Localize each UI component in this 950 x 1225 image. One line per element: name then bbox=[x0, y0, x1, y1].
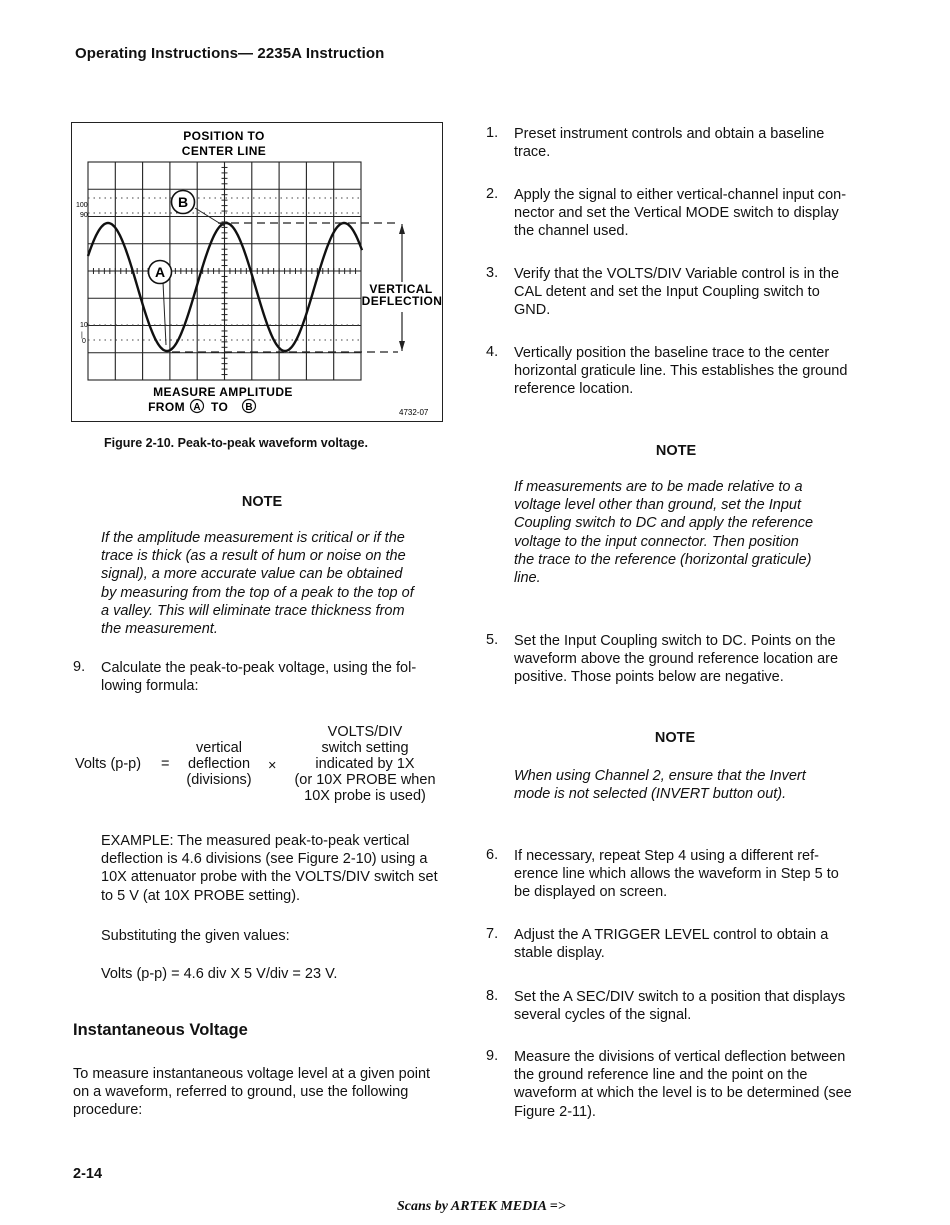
figure-code: 4732-07 bbox=[399, 408, 429, 417]
step-text bbox=[514, 125, 869, 161]
text-line: When using Channel 2, ensure that the Invert bbox=[514, 768, 806, 784]
text-line: trace is thick (as a result of hum or noise on the bbox=[101, 548, 406, 565]
text-line: several cycles of the signal. bbox=[514, 1007, 692, 1024]
text-line: stable display. bbox=[514, 945, 605, 962]
text-line: to 5 V (at 10X PROBE setting). bbox=[101, 887, 301, 904]
text-line: Calculate the peak-to-peak voltage, using the fol- bbox=[101, 660, 417, 676]
text-line: indicated by 1X bbox=[315, 756, 415, 772]
arrowhead-down-icon bbox=[399, 341, 405, 351]
step-text bbox=[514, 344, 869, 399]
scale-100: 100 bbox=[76, 202, 88, 209]
text-line: Vertically position the baseline trace to the center bbox=[514, 345, 830, 361]
substituting-text: Substituting the given values: bbox=[101, 928, 290, 944]
example-paragraph bbox=[101, 832, 456, 905]
text-line: positive. Those points below are negative. bbox=[514, 669, 784, 686]
text-line: Apply the signal to either vertical-channel input con- bbox=[514, 187, 847, 203]
formula-volts-div bbox=[283, 724, 447, 804]
step-number: 9. bbox=[486, 1048, 499, 1064]
step-number: 7. bbox=[486, 926, 499, 942]
text-line: Verify that the VOLTS/DIV Variable control is in the bbox=[514, 266, 840, 282]
text-line: nector and set the Vertical MODE switch to display bbox=[514, 205, 839, 222]
text-line: deflection bbox=[187, 756, 251, 772]
step-number: 9. bbox=[73, 659, 86, 675]
text-line: trace. bbox=[514, 144, 551, 161]
section-heading: Instantaneous Voltage bbox=[73, 1021, 248, 1039]
step-text bbox=[101, 659, 451, 695]
text-line: Preset instrument controls and obtain a baseline bbox=[514, 126, 825, 142]
figure-title-line1: POSITION TO bbox=[183, 129, 265, 143]
step-number: 5. bbox=[486, 632, 499, 648]
running-head: Operating Instructions— 2235A Instruction bbox=[75, 45, 385, 62]
step-text bbox=[514, 265, 869, 320]
arrowhead-up-icon bbox=[399, 224, 405, 234]
note-body bbox=[514, 478, 854, 587]
step-number: 1. bbox=[486, 125, 499, 141]
formula-times: × bbox=[268, 758, 277, 774]
text-line: mode is not selected (INVERT button out). bbox=[514, 786, 787, 803]
text-line: the measurement. bbox=[101, 621, 218, 638]
step-number: 2. bbox=[486, 186, 499, 202]
measure-from: FROM bbox=[148, 400, 185, 414]
note-title: NOTE bbox=[655, 443, 697, 459]
text-line: on a waveform, referred to ground, use the following bbox=[73, 1084, 409, 1101]
page-number: 2-14 bbox=[73, 1166, 103, 1182]
text-line: Figure 2-11). bbox=[514, 1103, 596, 1120]
text-line: horizontal graticule line. This establishes the ground bbox=[514, 363, 848, 380]
text-line: lowing formula: bbox=[101, 678, 199, 695]
formula-equals: = bbox=[161, 756, 170, 772]
text-line: VOLTS/DIV bbox=[327, 724, 403, 740]
scale-90: 90 bbox=[80, 212, 88, 219]
step-number: 4. bbox=[486, 344, 499, 360]
callout-a-leader bbox=[163, 282, 166, 345]
measure-to: TO bbox=[211, 400, 229, 414]
text-line: Measure the divisions of vertical deflection between bbox=[514, 1049, 846, 1065]
measure-a-letter: A bbox=[193, 402, 201, 413]
text-line: Set the A SEC/DIV switch to a position that displays bbox=[514, 989, 846, 1005]
step-text bbox=[514, 632, 869, 687]
note-title: NOTE bbox=[241, 494, 283, 510]
text-line: If necessary, repeat Step 4 using a different ref- bbox=[514, 848, 819, 864]
note-body bbox=[101, 529, 441, 638]
figure-title-line2: CENTER LINE bbox=[181, 144, 267, 158]
scale-10: 10 bbox=[80, 322, 88, 329]
text-line: To measure instantaneous voltage level at a given point bbox=[73, 1066, 431, 1082]
text-line: (divisions) bbox=[186, 772, 252, 788]
formula-deflection bbox=[173, 740, 265, 788]
text-line: 10X attenuator probe with the VOLTS/DIV switch set bbox=[101, 869, 438, 886]
callout-b-label: B bbox=[177, 194, 189, 210]
text-line: switch setting bbox=[321, 740, 409, 756]
text-line: waveform above the ground reference location are bbox=[514, 651, 839, 668]
text-line: Adjust the A TRIGGER LEVEL control to obtain a bbox=[514, 927, 829, 943]
formula-lhs: Volts (p-p) bbox=[75, 756, 142, 772]
callout-a-label: A bbox=[154, 264, 166, 280]
text-line: voltage level other than ground, set the Input bbox=[514, 497, 801, 514]
text-line: CAL detent and set the Input Coupling switch to bbox=[514, 284, 820, 301]
step-text bbox=[514, 847, 869, 902]
text-line: voltage to the input connector. Then position bbox=[514, 533, 799, 550]
step-number: 6. bbox=[486, 847, 499, 863]
step-number: 3. bbox=[486, 265, 499, 281]
text-line: procedure: bbox=[73, 1102, 143, 1119]
result-text: Volts (p-p) = 4.6 div X 5 V/div = 23 V. bbox=[101, 966, 338, 982]
text-line: signal), a more accurate value can be obtained bbox=[101, 566, 403, 583]
text-line: If measurements are to be made relative to a bbox=[514, 479, 803, 495]
text-line: Coupling switch to DC and apply the reference bbox=[514, 515, 814, 532]
text-line: 10X probe is used) bbox=[304, 788, 426, 804]
text-line: waveform at which the level is to be determined (see bbox=[514, 1085, 852, 1102]
measure-label-line1: MEASURE AMPLITUDE bbox=[153, 385, 293, 399]
text-line: a valley. This will eliminate trace thickness from bbox=[101, 602, 405, 619]
text-line: vertical bbox=[196, 740, 242, 756]
text-line: the channel used. bbox=[514, 223, 629, 240]
text-line: be displayed on screen. bbox=[514, 884, 668, 901]
step-text bbox=[514, 1048, 869, 1121]
text-line: If the amplitude measurement is critical or if the bbox=[101, 530, 405, 546]
text-line: the ground reference line and the point on the bbox=[514, 1067, 808, 1084]
text-line: erence line which allows the waveform in Step 5 to bbox=[514, 866, 839, 883]
text-line: by measuring from the top of a peak to the top of bbox=[101, 584, 414, 601]
text-line: (or 10X PROBE when bbox=[294, 772, 436, 788]
text-line: the trace to the reference (horizontal graticule) bbox=[514, 551, 812, 568]
step-number: 8. bbox=[486, 988, 499, 1004]
note-title: NOTE bbox=[654, 730, 696, 746]
vertical-label-line1: VERTICAL bbox=[369, 282, 433, 296]
scale-divider: | bbox=[81, 332, 83, 339]
intro-paragraph bbox=[73, 1065, 458, 1120]
scan-credit: Scans by ARTEK MEDIA => bbox=[397, 1199, 566, 1214]
text-line: line. bbox=[514, 570, 541, 587]
scale-0: 0 bbox=[82, 338, 86, 345]
step-text bbox=[514, 988, 869, 1024]
step-text bbox=[514, 926, 869, 962]
text-line: GND. bbox=[514, 302, 551, 319]
text-line: deflection is 4.6 divisions (see Figure 2-10) using a bbox=[101, 851, 428, 868]
step-text bbox=[514, 186, 869, 241]
figure-caption: Figure 2-10. Peak-to-peak waveform voltage. bbox=[104, 436, 368, 450]
vertical-label-line2: DEFLECTION bbox=[361, 294, 443, 308]
text-line: reference location. bbox=[514, 381, 634, 398]
text-line: EXAMPLE: The measured peak-to-peak vertical bbox=[101, 833, 410, 849]
measure-b-letter: B bbox=[245, 402, 253, 413]
note-body bbox=[514, 767, 854, 803]
text-line: Set the Input Coupling switch to DC. Points on the bbox=[514, 633, 836, 649]
